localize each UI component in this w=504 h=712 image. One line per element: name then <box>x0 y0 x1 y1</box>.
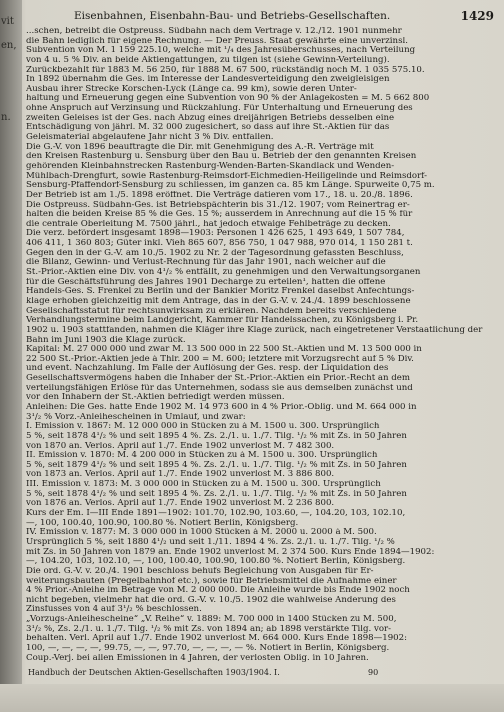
text-line: „Vorzugs-Anleihescheine“ „V. Reihe“ v. 1889: M. 700 000 in 1400 Stücken zu M. 500, <box>26 615 397 625</box>
page-footer <box>28 667 494 679</box>
text-line: Zurückbezahlt für 1883 M. 56 250, für 1888 M. 67 500, rückständig noch M. 1 035 575.10. <box>26 65 425 75</box>
text-line: klage erhoben gleichzeitig mit dem Antrage, das in der G.-V. v. 24./4. 1899 beschlossene <box>26 296 411 306</box>
text-line: 3¹/₂ % Vorz.-Anleihescheinen in Umlauf, und zwar: <box>26 412 246 422</box>
text-line: Mühlbach-Drengfurt, sowie Rastenburg-Reimsdorf-Eichmedien-Heiligelinde und Reimsdorf- <box>26 171 427 181</box>
text-line: von 4 u. 5 % Div. an beide Aktiengattungen, zu tilgen ist (siehe Gewinn-Verteilung). <box>26 55 390 65</box>
text-line: Die verz. befördert insgesamt 1898—1903: Personen 1 426 625, 1 493 649, 1 507 784, <box>26 229 405 239</box>
text-line: I. Emission v. 1867: M. 12 000 000 in Stücken zu à M. 1500 u. 300. Ursprünglich <box>26 422 380 432</box>
text-line: Entschädigung von jährl. M. 32 000 zugesichert, so dass auf ihre St.-Aktien für das <box>26 123 390 133</box>
text-line: Der Betrieb ist am 1./5. 1898 eröffnet. Die Verträge datieren vom 17., 18. u. 20./8. 1896. <box>26 190 413 200</box>
text-line: Gesellschaftsstatut für rechtsunwirksam zu erklären. Nachdem bereits verschiedene <box>26 306 397 316</box>
text-line: IV. Emission v. 1877: M. 3 000 000 in 1000 Stücken à M. 2000 u. 2000 à M. 500. <box>26 528 377 538</box>
text-line: Kapital: M. 27 000 000 und zwar M. 13 500 000 in 22 500 St.-Aktien und M. 13 500 000 in <box>26 345 422 355</box>
text-line: 100, —, —, —, —, 99.75, —, —, 97.70, —, —, —, — %. Notiert in Berlin, Königsberg. <box>26 644 390 653</box>
text-line: Zinsfusses von 4 auf 3¹/₂ % beschlossen. <box>26 605 202 615</box>
text-line: 5 %, seit 1878 4¹/₂ % und seit 1895 4 %. Zs. 2./1. u. 1./7. Tilg. ¹/₂ % mit Zs. in 50 Jahren <box>26 489 407 499</box>
text-line: verteilungsfähigen Erlöse für das Unternehmen, sodass sie aus demselben zunächst und <box>26 383 413 393</box>
text-line: von 1876 an. Verlos. April auf 1./7. Ende 1902 unverlost M. 2 236 800. <box>26 499 335 509</box>
text-line: St.-Prior.-Aktien eine Div. von 4¹/₂ % entfällt, zu genehmigen und den Verwaltungsorganen <box>26 268 421 278</box>
text-line: 3¹/₂ %, Zs. 2./1. u. 1./7. Tilg. ¹/₂ % mit Zs. von 1894 an; ab 1898 verstärkte Tilg. vor- <box>26 624 392 634</box>
margin-fragment: vit en, n. <box>1 16 17 123</box>
text-line: Ausbau ihrer Strecke Korschen-Lyck (Länge ca. 99 km), sowie deren Unter- <box>26 84 357 94</box>
text-line: zweiten Geleises ist der Ges. nach Abzug eines dreijährigen Betriebs desselben eine <box>26 113 395 123</box>
running-header <box>74 8 494 24</box>
text-line: Die G.-V. von 1896 beauftragte die Dir. mit Genehmigung des A.-R. Verträge mit <box>26 142 374 152</box>
text-line: ohne Anspruch auf Verzinsung und Rückzahlung. Für Unterhaltung und Erneuerung des <box>26 104 413 114</box>
text-line: Subvention von M. 1 159 225.10, welche mit ¹/₄ des Jahresüberschusses, nach Verteilung <box>26 46 416 56</box>
text-line: Kurs der Em. I—III Ende 1891—1902: 101.70, 102.90, 103.60, —, 104.20, 103, 102.10, <box>26 509 406 519</box>
text-line: Verhandlungstermine beim Landgericht, Kammer für Handelssachen, zu Königsberg i. Pr. <box>26 316 419 326</box>
text-line: behalten. Verl. April auf 1./7. Ende 1902 unverlost M. 664 000. Kurs Ende 1898—1902: <box>26 634 407 644</box>
text-line: die centrale Oberleitung M. 7500 jährl., hat jedoch etwaige Fehlbeträge zu decken. <box>26 219 391 229</box>
text-line: Coup.-Verj. bei allen Emissionen in 4 Jahren, der verlosten Oblig. in 10 Jahren. <box>26 653 369 663</box>
text-line: Gegen den in der G.-V. am 10./5. 1902 zu Nr. 2 der Tagesordnung gefassten Beschluss, <box>26 248 404 258</box>
text-line: 406 411, 1 360 803; Güter inkl. Vieh 865 607, 856 750, 1 047 988, 970 014, 1 150 281 t. <box>26 239 413 249</box>
text-line: die Bilanz, Gewinn- und Verlust-Rechnung für das Jahr 1901, nach welcher auf die <box>26 258 386 268</box>
text-line: 5 %, seit 1879 4¹/₂ % und seit 1895 4 %. Zs. 2./1. u. 1./7. Tilg. ¹/₂ % mit Zs. in 50 Jahren <box>26 460 407 470</box>
text-line: II. Emission v. 1870: M. 4 200 000 in Stücken zu à M. 1500 u. 300. Ursprünglich <box>26 451 378 461</box>
text-line: gehörenden Kleinbahnstrecken Rastenburg-Wenden-Barten-Skandlack und Wenden- <box>26 161 395 171</box>
text-line: 22 500 St.-Prior.-Aktien jede à Thlr. 200 = M. 600; letztere mit Vorzugsrecht auf 5 % Div. <box>26 354 414 364</box>
text-line: halten die beiden Kreise 85 % die Ges. 15 %; ausserdem in Anrechnung auf die 15 % für <box>26 210 413 220</box>
text-line: Ursprünglich 5 %, seit 1880 4¹/₂ und seit 1./11. 1894 4 %. Zs. 2./1. u. 1./7. Tilg. ¹/₂ % <box>26 537 395 547</box>
text-line: Bahn im Juni 1903 die Klage zurück. <box>26 335 186 345</box>
text-line: von 1873 an. Verlos. April auf 1./7. Ende 1902 unverlost M. 3 886 800. <box>26 470 335 480</box>
scan-bottom-margin <box>0 684 504 712</box>
text-line: Geleismaterial abgelaufene Jahr nicht 3 % Div. entfallen. <box>26 133 274 143</box>
text-line: nicht begeben, vielmehr hat die ord. G.-V. v. 10./5. 1902 die wahlweise Änderung des <box>26 595 396 605</box>
header-title: Eisenbahnen, Eisenbahn-Bau- und Betriebs-Gesellschaften. <box>74 10 391 22</box>
text-line: ...schen, betreibt die Ostpreuss. Südbahn nach dem Vertrage v. 12./12. 1901 nunmehr <box>26 27 402 36</box>
text-line: Anleihen: Die Ges. hatte Ende 1902 M. 14 973 600 in 4 % Prior.-Oblig. und M. 664 000 in <box>26 402 417 412</box>
text-line: den Kreisen Rastenburg u. Sensburg über den Bau u. Betrieb der den genannten Kreisen <box>26 152 417 162</box>
text-line: —, 100, 100.40, 100.90, 100.80 %. Notiert Berlin, Königsberg. <box>26 518 299 528</box>
text-line: Die ord. G.-V. v. 20./4. 1901 beschloss behufs Begleichung von Ausgaben für Er- <box>26 566 374 576</box>
text-line: 4 % Prior.-Anleihe im Betrage von M. 2 000 000. Die Anleihe wurde bis Ende 1902 noch <box>26 586 410 596</box>
text-line: In 1892 übernahm die Ges. im Interesse der Landesverteidigung den zweigleisigen <box>26 75 390 85</box>
text-body <box>26 27 496 663</box>
sheet-number: 90 <box>368 668 379 677</box>
page-number: 1429 <box>460 9 494 23</box>
text-line: mit Zs. in 50 Jahren von 1879 an. Ende 1902 unverlost M. 2 374 500. Kurs Ende 1894—1902: <box>26 547 435 557</box>
text-line: —, 104.20, 103, 102.10, —, 100, 100.40, 100.90, 100.80 %. Notiert Berlin, Königsberg. <box>26 557 406 567</box>
footer-source: Handbuch der Deutschen Aktien-Gesellschaften 1903/1904. I. <box>28 668 280 677</box>
previous-page-edge <box>0 0 22 712</box>
text-line: haltung und Erneuerung gegen eine Subvention von 90 % der Anlagekosten = M. 5 662 800 <box>26 94 430 104</box>
text-line: 5 %, seit 1878 4¹/₂ % und seit 1895 4 %. Zs. 2./1. u. 1./7. Tilg. ¹/₂ % mit Zs. in 50 Jahren <box>26 431 407 441</box>
text-line: von 1870 an. Verlos. April auf 1./7. Ende 1902 unverlost M. 7 482 300. <box>26 441 335 451</box>
text-line: die Bahn lediglich für eigene Rechnung. — Der Preuss. Staat gewährte eine unverzinsl. <box>26 36 408 46</box>
text-line: weiterungsbauten (Pregelbahnhof etc.), sowie für Betriebsmittel die Aufnahme einer <box>26 576 397 586</box>
text-line: Handels-Ges. S. Frenkel zu Berlin und der Bankier Moritz Frenkel daselbst Anfechtungs- <box>26 287 415 297</box>
text-line: III. Emission v. 1873: M. 3 000 000 in Stücken zu à M. 1500 u. 300. Ursprünglich <box>26 480 381 490</box>
text-line: vor den Inhabern der St.-Aktien befriedigt werden müssen. <box>26 393 285 403</box>
text-line: Gesellschaftsvermögens haben die Inhaber der St.-Prior.-Aktien ein Prior.-Recht an dem <box>26 374 411 384</box>
text-line: 1902 u. 1903 stattfanden, nahmen die Kläger ihre Klage zurück, nach eingetretener Verstaatlichung der <box>26 325 483 335</box>
text-line: für die Geschäftsführung des Jahres 1901 Decharge zu erteilen¹, hatten die offene <box>26 277 386 287</box>
text-line: und event. Nachzahlung. Im Falle der Auflösung der Ges. resp. der Liquidation des <box>26 364 389 374</box>
text-line: Die Ostpreuss. Südbahn-Ges. ist Betriebspächterin bis 31./12. 1907; vom Reinertrag er- <box>26 200 410 210</box>
text-line: Sensburg-Pfaffendorf-Sensburg zu schliessen, im ganzen ca. 85 km Länge. Spurweite 0,75 m. <box>26 181 435 191</box>
